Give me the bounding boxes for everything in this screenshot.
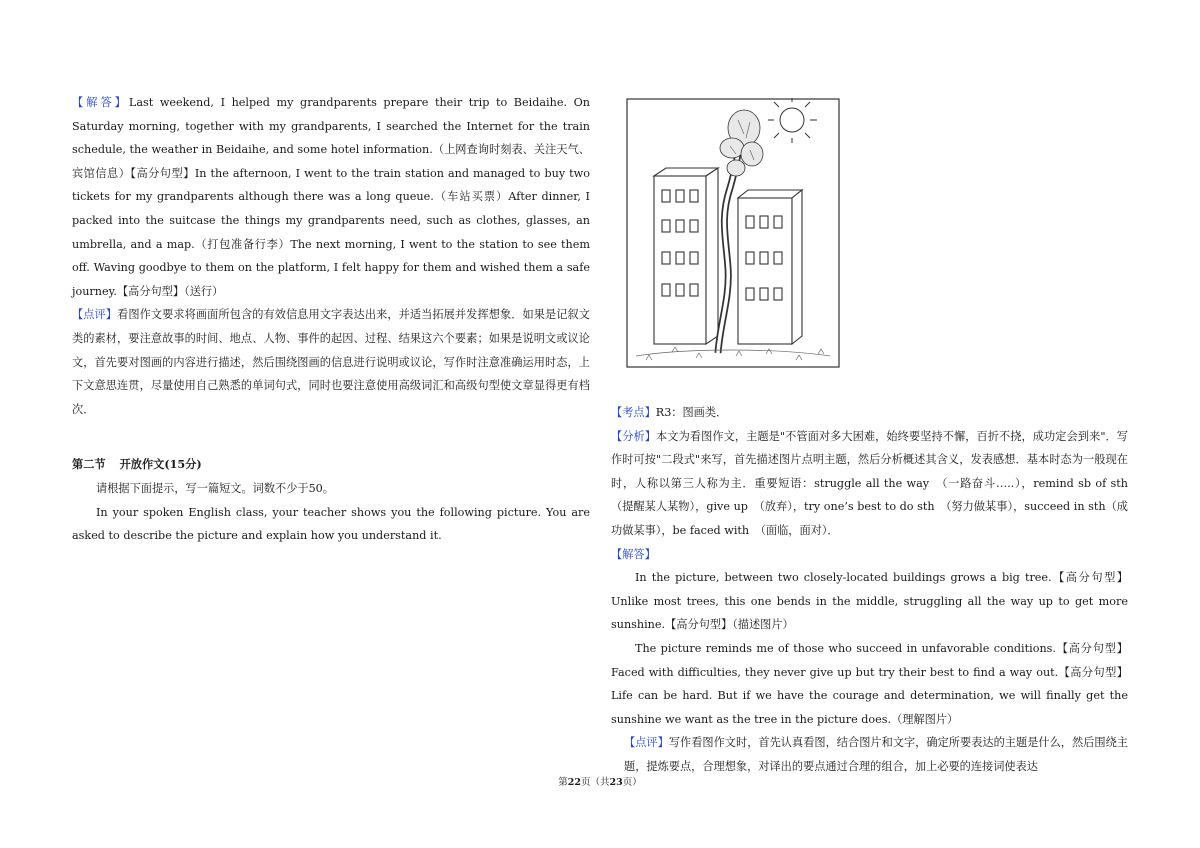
kaodian-tag: 【考点】 bbox=[611, 406, 656, 419]
fenxi-paragraph: 【分析】本文为看图作文，主题是"不管面对多大困难，始终要坚持不懈，百折不挠，成功定会到来"．写作时可按"二段式"来写，首先描述图片点明主题，然后分析概述其含义，发表感想．基本时态为一般现在时，人称以第三人称为主．重要短语：struggle all the way （一路奋斗…..），remind sb of sth （提醒某人某物），give up （放弃），try one’s best to do sth （努力做某事），succeed in sth（成功做某事），be faced with （面临，面对）． bbox=[611, 429, 1140, 537]
tree-between-buildings-picture bbox=[626, 98, 840, 368]
answer-heading-2 bbox=[611, 543, 1128, 567]
page-total: 23 bbox=[609, 777, 623, 788]
kaodian-paragraph: 【考点】R3：图画类． bbox=[611, 406, 728, 419]
section-number: 第二节 bbox=[72, 457, 106, 472]
answer-paragraph-1: 【解答】Last weekend, I helped my grandparents prepare their trip to Beidaihe. On Saturday morning, together with my grandparents, I searched the Internet for the train schedule, the weather in Beidaihe, and some hotel information.（上网查询时刻表、关注天气、宾馆信息）【高分句型】In the afternoon, I went to the train station and managed to buy two tickets for my grandparents although there was a long queue.（车站买票）After dinner, I packed into the suitcase the things my grandparents need, such as clothes, glasses, an umbrella, and a map.（打包准备行李）The next morning, I went to the station to see them off. Waving goodbye to them on the platform, I felt happy for them and wished them a safe journey.【高分句型】（送行） bbox=[72, 96, 590, 298]
answer-paragraph-2a: In the picture, between two closely-located buildings grows a big tree.【高分句型】Unlike most trees, this one bends in the middle, struggling all the way up to get more sunshine.【高分句型】（描述图片） bbox=[611, 571, 1128, 632]
comment-tag-2: 【点评】 bbox=[624, 736, 669, 750]
comment-paragraph-1: 【点评】看图作文要求将画面所包含的有效信息用文字表达出来，并适当拓展并发挥想象．如果是记叙文类的素材，要注意故事的时间、地点、人物、事件的起因、过程、结果这六个要素；如果是说明文或议论文，首先要对图画的内容进行描述，然后围绕图画的信息进行说明或议论，写作时注意准确运用时态，上下文意思连贯，尽量使用自己熟悉的单词句式，同时也要注意使用高级词汇和高级句型使文章显得更有档次． bbox=[72, 308, 590, 416]
fenxi-tag: 【分析】 bbox=[611, 429, 657, 443]
comment-paragraph-2: 【点评】写作看图作文时，首先认真看图，结合图片和文字，确定所要表达的主题是什么，然后围绕主题，提炼要点，合理想象，对译出的要点通过合理的组合，加上必要的连接词使表达 bbox=[624, 736, 1128, 773]
left-column bbox=[72, 91, 590, 548]
page-number: 22 bbox=[567, 777, 581, 788]
right-building bbox=[738, 190, 802, 344]
section-heading bbox=[72, 453, 590, 477]
comment-tag: 【点评】 bbox=[72, 308, 118, 322]
section-title: 开放作文(15分) bbox=[119, 457, 202, 472]
answer-tag-2: 【解答】 bbox=[611, 547, 656, 561]
page-footer: 第22页（共23页） bbox=[558, 777, 642, 788]
left-building bbox=[654, 168, 718, 344]
answer-tag: 【解答】 bbox=[72, 96, 129, 109]
prompt-english: In your spoken English class, your teacher shows you the following picture. You are asked to describe the picture and explain how you understand it. bbox=[72, 505, 590, 543]
right-column bbox=[611, 401, 1140, 779]
answer-paragraph-2b: The picture reminds me of those who succeed in unfavorable conditions.【高分句型】Faced with difficulties, they never give up but try their best to find a way out.【高分句型】Life can be hard. But if we have the courage and determination, we will finally get the sunshine we want as the tree in the picture does.（理解图片） bbox=[611, 641, 1128, 726]
prompt-chinese: 请根据下面提示，写一篇短文。词数不少于50。 bbox=[96, 481, 334, 495]
